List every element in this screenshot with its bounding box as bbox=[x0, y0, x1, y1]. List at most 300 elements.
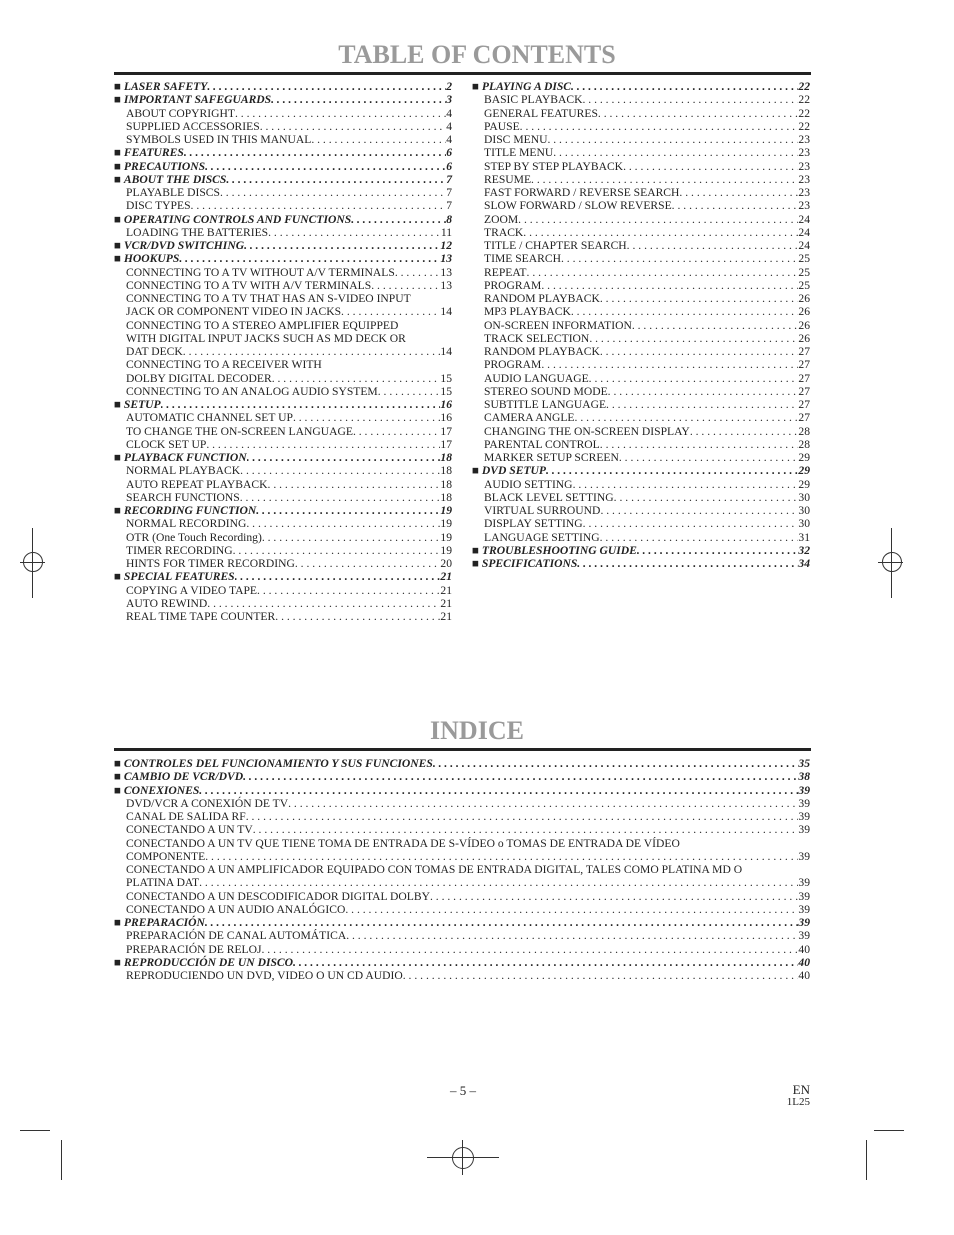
page-ref: 27 bbox=[798, 358, 810, 372]
indice-title: INDICE bbox=[430, 716, 524, 745]
entry-title: PLATINA DAT bbox=[126, 876, 200, 890]
toc-entry bbox=[472, 107, 810, 120]
entry-title: MARKER SETUP SCREEN bbox=[484, 451, 619, 464]
toc-entry bbox=[114, 372, 452, 385]
entry-title: ■ CONEXIONES bbox=[114, 784, 199, 797]
dot-leader bbox=[345, 903, 798, 916]
dot-leader bbox=[606, 398, 798, 411]
toc-entry bbox=[114, 438, 452, 451]
entry-title: CONECTANDO A UN TV QUE TIENE TOMA DE ENTRADA DE S-VÍDEO o TOMAS DE ENTRADA DE VÍDEO bbox=[126, 836, 680, 850]
page-ref: 28 bbox=[798, 437, 810, 451]
toc-entry bbox=[114, 491, 452, 504]
page-ref: 39 bbox=[798, 823, 810, 837]
entry-title: ■ OPERATING CONTROLS AND FUNCTIONS bbox=[114, 213, 351, 226]
page-ref: 32 bbox=[798, 543, 810, 557]
toc-entry bbox=[114, 584, 452, 597]
page-ref: 16 bbox=[440, 398, 452, 411]
dot-leader bbox=[311, 133, 446, 146]
dot-leader bbox=[353, 425, 440, 438]
toc-entry bbox=[472, 173, 810, 186]
dot-leader bbox=[623, 160, 798, 173]
toc-entry bbox=[114, 943, 810, 956]
dot-leader bbox=[582, 93, 798, 106]
page-ref: 21 bbox=[440, 583, 452, 597]
toc-section-entry bbox=[114, 757, 810, 770]
entry-title: REPRODUCIENDO UN DVD, VIDEO O UN CD AUDIO bbox=[126, 969, 403, 982]
toc-section-entry bbox=[114, 770, 810, 783]
toc-entry bbox=[472, 385, 810, 398]
toc-entry bbox=[114, 517, 452, 530]
entry-title: PREPARACIÓN DE CANAL AUTOMÁTICA bbox=[126, 929, 347, 943]
entry-title: CONNECTING TO A TV WITH A/V TERMINALS bbox=[126, 278, 372, 292]
toc-entry bbox=[472, 372, 810, 385]
entry-title: ZOOM bbox=[484, 212, 519, 226]
toc-entry bbox=[114, 120, 452, 133]
dot-leader bbox=[406, 332, 452, 345]
toc-section-entry bbox=[472, 544, 810, 557]
page-ref: 7 bbox=[446, 172, 452, 186]
page-ref: 23 bbox=[798, 186, 810, 199]
dot-leader bbox=[541, 279, 798, 292]
entry-title: SUBTITLE LANGUAGE bbox=[484, 398, 607, 411]
toc-entry bbox=[114, 837, 810, 850]
toc-section-entry bbox=[114, 239, 452, 252]
toc-entry bbox=[472, 438, 810, 451]
entry-title: TITLE / CHAPTER SEARCH bbox=[484, 239, 627, 252]
page-ref: 18 bbox=[440, 464, 452, 478]
entry-title: SEARCH FUNCTIONS bbox=[126, 490, 240, 504]
entry-title: HINTS FOR TIMER RECORDING bbox=[126, 557, 295, 570]
page-ref: 7 bbox=[446, 186, 452, 199]
toc-entry bbox=[114, 319, 452, 332]
page-ref: 20 bbox=[440, 557, 452, 570]
page-ref: 19 bbox=[440, 504, 452, 517]
page-ref: 39 bbox=[798, 902, 810, 916]
dot-leader bbox=[199, 784, 798, 797]
entry-title: SUPPLIED ACCESSORIES bbox=[126, 119, 260, 133]
entry-title: RANDOM PLAYBACK bbox=[484, 345, 600, 358]
dot-leader bbox=[293, 956, 798, 969]
dot-leader bbox=[207, 80, 446, 93]
entry-title: CLOCK SET UP bbox=[126, 437, 207, 451]
toc-entry bbox=[472, 491, 810, 504]
toc-entry bbox=[472, 411, 810, 424]
toc-entry bbox=[472, 531, 810, 544]
entry-title: TIME SEARCH bbox=[484, 252, 561, 266]
toc-entry bbox=[114, 850, 810, 863]
page-ref: 40 bbox=[798, 955, 810, 969]
dot-leader bbox=[246, 810, 799, 823]
toc-entry bbox=[472, 226, 810, 239]
page-ref: 26 bbox=[798, 331, 810, 345]
page-ref: 25 bbox=[798, 265, 810, 279]
dot-leader bbox=[183, 345, 441, 358]
dot-leader bbox=[589, 372, 799, 385]
entry-title: PARENTAL CONTROL bbox=[484, 437, 600, 451]
toc-section-entry bbox=[114, 956, 810, 969]
page-ref: 17 bbox=[440, 437, 452, 451]
entry-title: ■ SPECIAL FEATURES bbox=[114, 570, 235, 583]
page-ref: 24 bbox=[798, 225, 810, 239]
entry-title: ■ ABOUT THE DISCS bbox=[114, 173, 226, 186]
toc-section-entry bbox=[114, 146, 452, 159]
page-ref: 21 bbox=[440, 610, 452, 623]
entry-title: PAUSE bbox=[484, 119, 520, 133]
registration-mark-right bbox=[882, 552, 902, 572]
page-ref: 4 bbox=[446, 133, 452, 146]
page-ref: 39 bbox=[798, 889, 810, 903]
dot-leader bbox=[571, 305, 799, 318]
entry-title: MP3 PLAYBACK bbox=[484, 305, 571, 319]
toc-entry bbox=[114, 411, 452, 424]
dot-leader bbox=[226, 173, 446, 186]
toc-entry bbox=[114, 385, 452, 398]
toc-entry bbox=[114, 332, 452, 345]
page-ref: 29 bbox=[798, 451, 810, 464]
dot-leader bbox=[371, 279, 440, 292]
dot-leader bbox=[430, 890, 798, 903]
entry-title: STEREO SOUND MODE bbox=[484, 384, 608, 398]
page-ref: 18 bbox=[440, 451, 452, 464]
page-ref: 4 bbox=[446, 106, 452, 120]
dot-leader bbox=[253, 823, 799, 836]
page-ref: 25 bbox=[798, 278, 810, 292]
toc-entry bbox=[114, 305, 452, 318]
entry-title: SLOW FORWARD / SLOW REVERSE bbox=[484, 199, 672, 213]
toc-entry bbox=[114, 478, 452, 491]
page-ref: 38 bbox=[798, 770, 810, 784]
toc-entry bbox=[114, 226, 452, 239]
page-ref: 29 bbox=[798, 464, 810, 478]
entry-title: CONNECTING TO A STEREO AMPLIFIER EQUIPPED bbox=[126, 318, 399, 332]
dot-leader bbox=[632, 319, 799, 332]
toc-entry bbox=[472, 358, 810, 371]
entry-title: ■ PRECAUTIONS bbox=[114, 160, 205, 173]
toc-entry bbox=[114, 969, 810, 982]
entry-title: ■ IMPORTANT SAFEGUARDS bbox=[114, 93, 271, 106]
dot-leader bbox=[571, 80, 798, 93]
entry-title: DISC MENU bbox=[484, 133, 548, 146]
page-ref: 27 bbox=[798, 411, 810, 425]
entry-title: CONECTANDO A UN TV bbox=[126, 823, 253, 837]
dot-leader bbox=[742, 863, 810, 876]
language-code: EN bbox=[792, 1082, 810, 1097]
page-ref: 22 bbox=[798, 93, 810, 107]
toc-section-entry bbox=[472, 80, 810, 93]
entry-title: AUDIO LANGUAGE bbox=[484, 371, 589, 385]
page-ref: 26 bbox=[798, 305, 810, 319]
entry-title: CHANGING THE ON-SCREEN DISPLAY bbox=[484, 424, 690, 438]
entry-title: ■ REPRODUCCIÓN DE UN DISCO bbox=[114, 956, 293, 969]
dot-leader bbox=[637, 544, 799, 557]
page-ref: 28 bbox=[798, 424, 810, 438]
page-ref: 39 bbox=[798, 796, 810, 810]
dot-leader bbox=[575, 411, 799, 424]
dot-leader bbox=[247, 451, 441, 464]
toc-entry bbox=[114, 292, 452, 305]
entry-title: FAST FORWARD / REVERSE SEARCH bbox=[484, 186, 680, 199]
entry-title: ■ FEATURES bbox=[114, 146, 184, 159]
dot-leader bbox=[553, 146, 798, 159]
toc-entry bbox=[114, 610, 452, 623]
toc-entry bbox=[114, 425, 452, 438]
page-ref: 39 bbox=[798, 929, 810, 943]
toc-entry bbox=[472, 425, 810, 438]
page-ref: 21 bbox=[440, 596, 452, 610]
page-ref: 18 bbox=[440, 490, 452, 504]
entry-title: NORMAL RECORDING bbox=[126, 517, 247, 531]
dot-leader bbox=[275, 610, 440, 623]
toc-entry bbox=[472, 292, 810, 305]
dot-leader bbox=[235, 570, 441, 583]
dot-leader bbox=[351, 213, 446, 226]
toc-entry bbox=[472, 239, 810, 252]
page-ref: 23 bbox=[798, 159, 810, 173]
toc-entry bbox=[114, 876, 810, 889]
entry-title: ■ SETUP bbox=[114, 398, 161, 411]
page-ref: 24 bbox=[798, 212, 810, 226]
crop-mark bbox=[874, 1130, 904, 1131]
dot-leader bbox=[547, 133, 798, 146]
entry-title: ■ RECORDING FUNCTION bbox=[114, 504, 256, 517]
toc-entry bbox=[114, 345, 452, 358]
dot-leader bbox=[546, 464, 798, 477]
entry-title: DISPLAY SETTING bbox=[484, 517, 583, 531]
toc-entry bbox=[472, 133, 810, 146]
page-ref: 39 bbox=[798, 876, 810, 890]
dot-leader bbox=[433, 757, 799, 770]
page-ref: 25 bbox=[798, 252, 810, 266]
page-number: – 5 – bbox=[450, 1083, 476, 1098]
toc-entry bbox=[114, 531, 452, 544]
dot-leader bbox=[233, 544, 441, 557]
dot-leader bbox=[256, 504, 440, 517]
indice-list bbox=[114, 757, 810, 982]
page-ref: 24 bbox=[798, 239, 810, 252]
toc-entry bbox=[114, 133, 452, 146]
dot-leader bbox=[206, 438, 440, 451]
toc-entry bbox=[472, 451, 810, 464]
page-ref: 11 bbox=[440, 225, 452, 239]
toc-entry bbox=[472, 398, 810, 411]
dot-leader bbox=[672, 199, 799, 212]
entry-title: RANDOM PLAYBACK bbox=[484, 292, 600, 305]
page-ref: 27 bbox=[798, 398, 810, 411]
dot-leader bbox=[398, 319, 452, 332]
toc-entry bbox=[472, 332, 810, 345]
page-ref: 19 bbox=[440, 517, 452, 531]
page-ref: 17 bbox=[440, 424, 452, 438]
page-ref: 29 bbox=[798, 477, 810, 491]
toc-entry bbox=[472, 186, 810, 199]
entry-title: COMPONENTE bbox=[126, 849, 206, 863]
page-ref: 23 bbox=[798, 133, 810, 146]
dot-leader bbox=[573, 478, 799, 491]
entry-title: PROGRAM bbox=[484, 358, 542, 372]
dot-leader bbox=[619, 451, 799, 464]
entry-title: CONECTANDO A UN DESCODIFICADOR DIGITAL DOLBY bbox=[126, 889, 430, 903]
page-ref: 35 bbox=[798, 757, 810, 770]
toc-entry bbox=[114, 810, 810, 823]
entry-title: CONNECTING TO AN ANALOG AUDIO SYSTEM bbox=[126, 384, 378, 398]
dot-leader bbox=[583, 517, 799, 530]
toc-section-entry bbox=[114, 451, 452, 464]
page-ref: 13 bbox=[440, 278, 452, 292]
page-ref: 34 bbox=[798, 557, 810, 570]
page-ref: 2 bbox=[446, 80, 452, 93]
toc-entry bbox=[114, 797, 810, 810]
entry-title: TRACK bbox=[484, 225, 524, 239]
page-ref: 13 bbox=[440, 252, 452, 266]
entry-title: CONNECTING TO A TV WITHOUT A/V TERMINALS bbox=[126, 265, 395, 279]
entry-title: ■ PLAYING A DISC bbox=[472, 80, 571, 93]
toc-entry bbox=[472, 266, 810, 279]
entry-title: DOLBY DIGITAL DECODER bbox=[126, 371, 272, 385]
toc-section-entry bbox=[114, 398, 452, 411]
toc-entry bbox=[114, 186, 452, 199]
page-ref: 7 bbox=[446, 199, 452, 213]
dot-leader bbox=[268, 226, 441, 239]
entry-title: CANAL DE SALIDA RF bbox=[126, 810, 246, 823]
entry-title: ABOUT COPYRIGHT bbox=[126, 106, 235, 120]
dot-leader bbox=[295, 557, 441, 570]
dot-leader bbox=[262, 943, 799, 956]
entry-title: NORMAL PLAYBACK bbox=[126, 464, 241, 478]
entry-title: AUTO REWIND bbox=[126, 596, 208, 610]
entry-title: TRACK SELECTION bbox=[484, 331, 590, 345]
entry-title: ON-SCREEN INFORMATION bbox=[484, 318, 632, 332]
dot-leader bbox=[600, 438, 799, 451]
dot-leader bbox=[257, 584, 440, 597]
toc-entry bbox=[472, 252, 810, 265]
dot-leader bbox=[411, 292, 452, 305]
toc-entry bbox=[472, 517, 810, 530]
entry-title: ■ TROUBLESHOOTING GUIDE bbox=[472, 544, 637, 557]
toc-section-entry bbox=[114, 504, 452, 517]
dot-leader bbox=[220, 186, 446, 199]
toc-section-entry bbox=[114, 173, 452, 186]
dot-leader bbox=[600, 504, 798, 517]
dot-leader bbox=[600, 345, 799, 358]
entry-title: RESUME bbox=[484, 172, 532, 186]
entry-title: ■ VCR/DVD SWITCHING bbox=[114, 239, 244, 252]
page-ref: 27 bbox=[798, 345, 810, 358]
toc-section-entry bbox=[114, 784, 810, 797]
toc-entry bbox=[472, 478, 810, 491]
dot-leader bbox=[690, 425, 799, 438]
entry-title: LOADING THE BATTERIES bbox=[126, 225, 269, 239]
page-ref: 39 bbox=[798, 810, 810, 823]
toc-entry bbox=[114, 199, 452, 212]
toc-entry bbox=[114, 890, 810, 903]
dot-leader bbox=[395, 266, 441, 279]
entry-title: PREPARACIÓN DE RELOJ bbox=[126, 942, 262, 956]
toc-entry bbox=[114, 358, 452, 371]
page-ref: 27 bbox=[798, 384, 810, 398]
dot-leader bbox=[346, 929, 798, 942]
entry-title: CONECTANDO A UN AMPLIFICADOR EQUIPADO CON TOMAS DE ENTRADA DIGITAL, TALES COMO PLATINA MD O bbox=[126, 863, 743, 876]
toc-entry bbox=[114, 823, 810, 836]
toc-entry bbox=[472, 160, 810, 173]
page-ref: 6 bbox=[446, 146, 452, 160]
entry-title: BASIC PLAYBACK bbox=[484, 93, 583, 107]
toc-section-entry bbox=[114, 93, 452, 106]
entry-title: ■ PLAYBACK FUNCTION bbox=[114, 451, 247, 464]
toc-entry bbox=[114, 279, 452, 292]
entry-title: OTR (One Touch Recording) bbox=[126, 530, 262, 544]
dot-leader bbox=[240, 464, 440, 477]
page-ref: 23 bbox=[798, 199, 810, 213]
page-ref: 23 bbox=[798, 146, 810, 160]
dot-leader bbox=[627, 239, 799, 252]
dot-leader bbox=[518, 213, 798, 226]
entry-title: DISC TYPES bbox=[126, 199, 191, 213]
toc-left-column bbox=[114, 80, 452, 623]
page-ref: 3 bbox=[446, 93, 452, 107]
page-ref: 40 bbox=[798, 942, 810, 956]
toc-entry bbox=[472, 279, 810, 292]
dot-leader bbox=[341, 305, 440, 318]
crop-mark bbox=[866, 1140, 867, 1180]
toc-entry bbox=[472, 305, 810, 318]
toc-entry bbox=[472, 93, 810, 106]
toc-section-entry bbox=[114, 570, 452, 583]
dot-leader bbox=[243, 770, 798, 783]
toc-section-entry bbox=[472, 464, 810, 477]
toc-entry bbox=[472, 120, 810, 133]
entry-title: TIMER RECORDING bbox=[126, 543, 233, 557]
toc-entry bbox=[114, 557, 452, 570]
page-ref: 39 bbox=[798, 783, 810, 797]
registration-mark-bottom bbox=[452, 1147, 474, 1169]
toc-section-entry bbox=[114, 213, 452, 226]
entry-title: CONNECTING TO A TV THAT HAS AN S-VIDEO INPUT bbox=[126, 292, 411, 305]
toc-entry bbox=[114, 107, 452, 120]
page-ref: 12 bbox=[440, 239, 452, 252]
dot-leader bbox=[600, 292, 799, 305]
toc-entry bbox=[114, 266, 452, 279]
entry-title: COPYING A VIDEO TAPE bbox=[126, 583, 258, 597]
entry-title: ■ DVD SETUP bbox=[472, 464, 546, 477]
entry-title: WITH DIGITAL INPUT JACKS SUCH AS MD DECK OR bbox=[126, 331, 406, 345]
toc-section-entry bbox=[114, 916, 810, 929]
page-ref: 15 bbox=[440, 371, 452, 385]
toc-title: TABLE OF CONTENTS bbox=[338, 40, 616, 69]
entry-title: BLACK LEVEL SETTING bbox=[484, 490, 614, 504]
entry-title: CAMERA ANGLE bbox=[484, 411, 575, 425]
dot-leader bbox=[262, 531, 441, 544]
entry-title: PLAYABLE DISCS bbox=[126, 186, 220, 199]
dot-leader bbox=[288, 797, 798, 810]
toc-section-entry bbox=[472, 557, 810, 570]
dot-leader bbox=[614, 491, 799, 504]
toc-entry bbox=[114, 929, 810, 942]
page-ref: 39 bbox=[798, 916, 810, 929]
toc-section-entry bbox=[114, 160, 452, 173]
dot-leader bbox=[205, 850, 798, 863]
indice-rule bbox=[114, 748, 811, 751]
page-ref: 30 bbox=[798, 504, 810, 517]
toc-entry bbox=[472, 345, 810, 358]
dot-leader bbox=[244, 239, 440, 252]
dot-leader bbox=[598, 107, 799, 120]
dot-leader bbox=[260, 120, 447, 133]
dot-leader bbox=[293, 411, 440, 424]
entry-title: REAL TIME TAPE COUNTER bbox=[126, 610, 276, 623]
dot-leader bbox=[246, 517, 440, 530]
page-ref: 4 bbox=[446, 119, 452, 133]
dot-leader bbox=[191, 199, 447, 212]
